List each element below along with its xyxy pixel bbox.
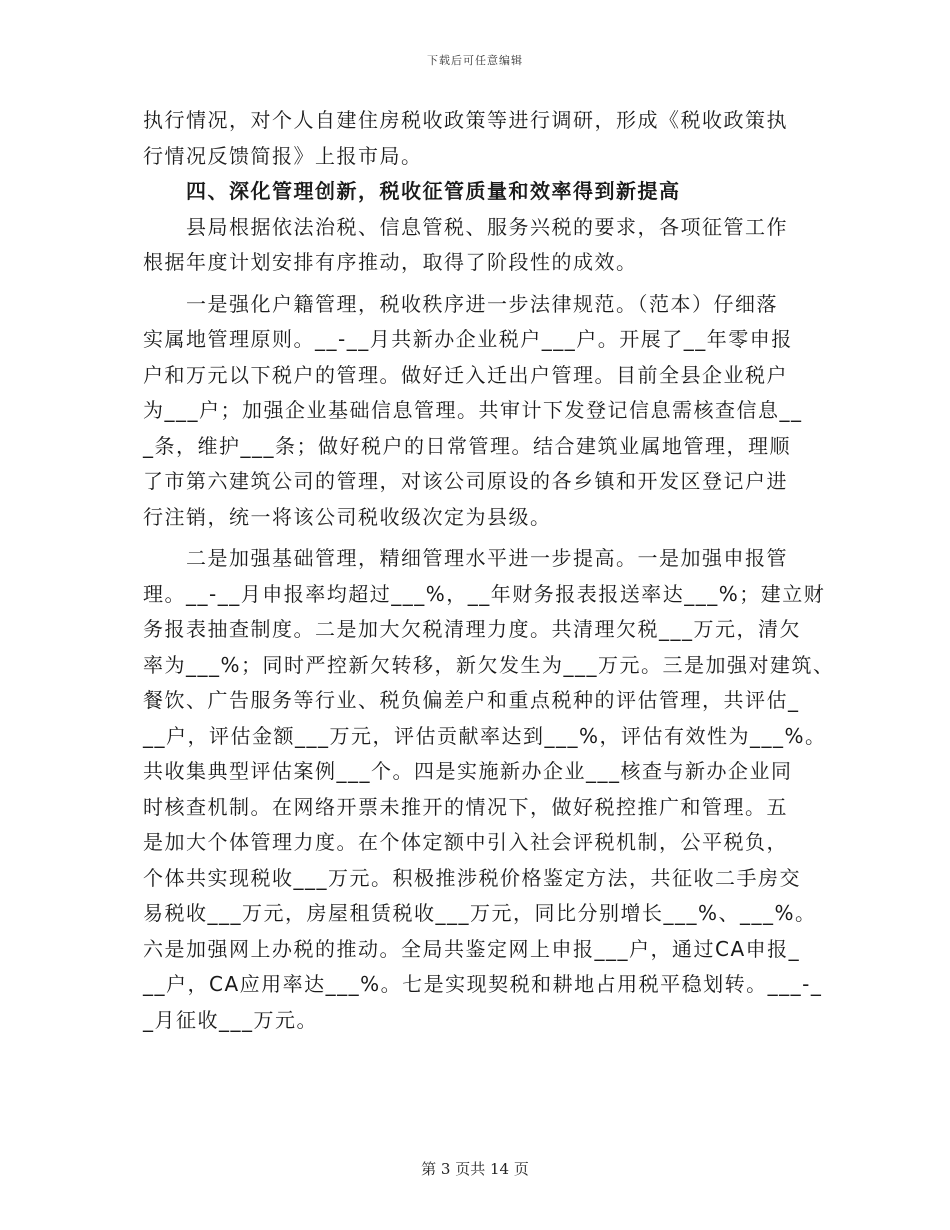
text-line: 率为___%；同时严控新欠转移，新欠发生为___万元。三是加强对建筑、 bbox=[143, 652, 835, 677]
section-heading: 四、深化管理创新，税收征管质量和效率得到新提高 bbox=[143, 179, 681, 203]
page-header: 下载后可任意编辑 bbox=[427, 54, 523, 67]
text-line: _月征收___万元。 bbox=[143, 1007, 318, 1032]
text-line: 共收集典型评估案例___个。四是实施新办企业___核查与新办企业同 bbox=[143, 759, 793, 783]
text-line: 为___户；加强企业基础信息管理。共审计下发登记信息需核查信息__ bbox=[143, 398, 803, 422]
text-line: 时核查机制。在网络开票未推开的情况下，做好税控推广和管理。五 bbox=[143, 794, 788, 819]
text-line: 务报表抽查制度。二是加大欠税清理力度。共清理欠税___万元，清欠 bbox=[143, 617, 801, 641]
document-body bbox=[143, 103, 835, 1038]
text-line: 执行情况，对个人自建住房税收政策等进行调研，形成《税收政策执 bbox=[143, 108, 788, 132]
text-line: 户和万元以下税户的管理。做好迁入迁出户管理。目前全县企业税户 bbox=[143, 362, 788, 387]
text-line: __户，CA应用率达___%。七是实现契税和耕地占用税平稳划转。___-_ bbox=[143, 972, 823, 996]
page-footer: 第 3 页共 14 页 bbox=[421, 1160, 529, 1178]
text-line: 是加大个体管理力度。在个体定额中引入社会评税机制，公平税负， bbox=[143, 830, 788, 854]
text-line: 易税收___万元，房屋租赁税收___万元，同比分别增长___%、___%。 bbox=[143, 901, 817, 925]
text-line: 行注销，统一将该公司税收级次定为县级。 bbox=[143, 504, 552, 529]
text-line: 行情况反馈简报》上报市局。 bbox=[143, 143, 423, 168]
text-line: 实属地管理原则。__-__月共新办企业税户___户。开展了__年零申报 bbox=[143, 327, 793, 351]
text-line: __户，评估金额___万元，评估贡献率达到___%，评估有效性为___%。 bbox=[143, 723, 827, 748]
text-line: 根据年度计划安排有序推动，取得了阶段性的成效。 bbox=[143, 250, 638, 274]
text-line: 了市第六建筑公司的管理，对该公司原设的各乡镇和开发区登记户进 bbox=[143, 469, 788, 493]
text-line: _条，维护___条；做好税户的日常管理。结合建筑业属地管理，理顺 bbox=[143, 433, 791, 458]
text-line: 六是加强网上办税的推动。全局共鉴定网上申报___户，通过CA申报_ bbox=[143, 936, 801, 961]
text-line: 个体共实现税收___万元。积极推涉税价格鉴定方法，共征收二手房交 bbox=[143, 865, 801, 890]
text-line: 理。__-__月申报率均超过___%，__年财务报表报送率达___%；建立财 bbox=[143, 581, 826, 606]
text-line: 一是强化户籍管理，税收秩序进一步法律规范。（范本）仔细落 bbox=[143, 291, 778, 316]
text-line: 二是加强基础管理，精细管理水平进一步提高。一是加强申报管 bbox=[143, 546, 788, 570]
text-line: 餐饮、广告服务等行业、税负偏差户和重点税种的评估管理，共评估_ bbox=[143, 688, 800, 712]
text-line: 县局根据依法治税、信息管税、服务兴税的要求，各项征管工作 bbox=[143, 214, 788, 239]
